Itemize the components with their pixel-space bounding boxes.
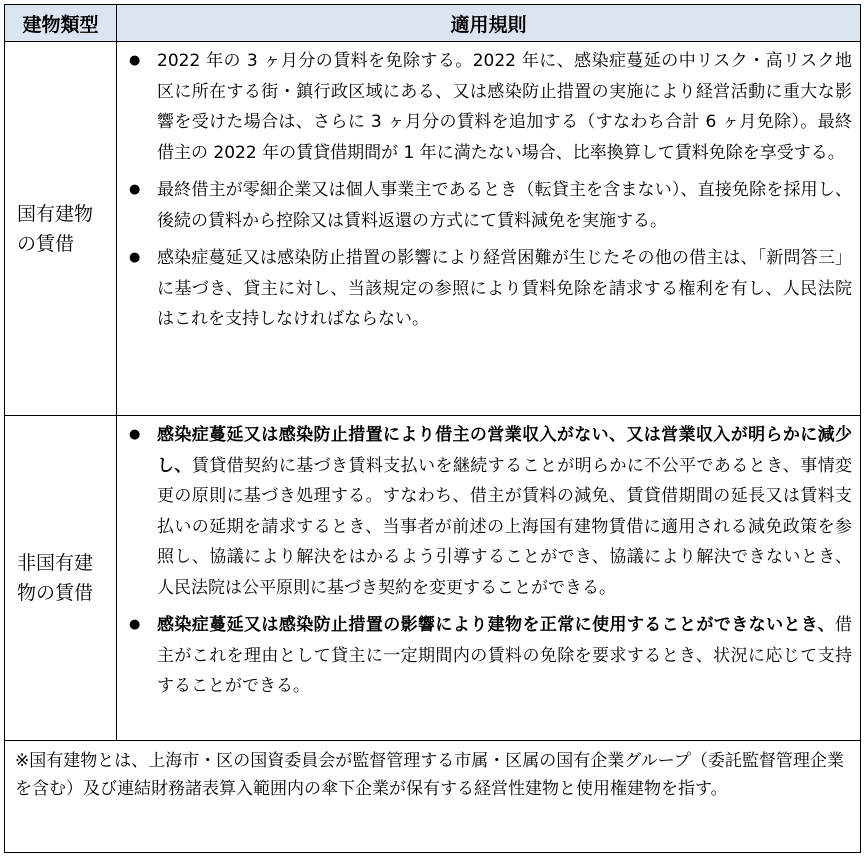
bullet-icon: ● [129,250,141,265]
rule-item [123,46,852,168]
rule-text: 賃貸借契約に基づき賃料支払いを継続することが明らかに不公平であるとき、事情変更の原則に基づき処理する。すなわち、借主が賃料の減免、賃貸借期間の延長又は賃料支払いの延期を請求するとき、当事者が前述の上海国有建物賃借に適用される減免政策を参照し、協議により解決をはかるよう引導することができ、協議により解決できないとき、人民法院は公平原則に基づき契約を変更することができる。 [157,455,852,598]
rule-text: 感染症蔓延又は感染防止措置の影響により経営困難が生じたその他の借主は、「新問答三」に基づき、貸主に対し、当該規定の参照により賃料免除を請求する権利を有し、人民法院はこれを支持しなければならない。 [157,248,852,329]
rule-item [123,420,852,603]
bullet-icon: ● [129,617,141,632]
rule-bold-text: 感染症蔓延又は感染防止措置により借主の営業収入がない、又は営業収入が明らかに減少し、 [157,425,852,476]
bullet-icon: ● [129,182,141,197]
rule-item [123,243,852,335]
building-type-state-owned: 国有建物の賃借 [5,42,117,416]
rule-item [123,175,852,236]
header-applicable-rules: 適用規則 [117,5,861,42]
table-header-row [5,5,861,42]
rule-text: 借主がこれを理由として貸主に一定期間内の賃料の免除を要求するとき、状況に応じて支持することができる。 [157,615,852,696]
table-note-row [5,741,861,853]
table-row-non-state-owned [5,416,861,741]
bullet-icon: ● [129,53,141,68]
rule-text: 2022 年の 3 ヶ月分の賃料を免除する。2022 年に、感染症蔓延の中リスク・高リスク地区に所在する街・鎮行政区域にある、又は感染防止措置の実施により経営活動に重大な影響を受けた場合は、さらに 3 ヶ月分の賃料を追加する（すなわち合計 6 ヶ月免除）。最終借主の 2022 年の賃貸借期間が 1 年に満たない場合、比率換算して賃料免除を享受する。 [157,51,852,163]
rules-list [123,46,852,335]
footnote: ※国有建物とは、上海市・区の国資委員会が監督管理する市属・区属の国有企業グループ（委託監督管理企業を含む）及び連結財務諸表算入範囲内の傘下企業が保有する経営性建物と使用権建物を指す。 [5,741,861,853]
building-type-non-state-owned: 非国有建物の賃借 [5,416,117,741]
table-row-state-owned [5,42,861,416]
rules-non-state-owned [117,416,861,741]
rules-list [123,420,852,702]
rules-table [4,4,861,853]
header-building-type: 建物類型 [5,5,117,42]
rule-bold-text: 感染症蔓延又は感染防止措置の影響により建物を正常に使用することができないとき、 [157,615,835,635]
rule-text: 最終借主が零細企業又は個人事業主であるとき（転貸主を含まない）、直接免除を採用し、後続の賃料から控除又は賃料返還の方式にて賃料減免を実施する。 [157,180,852,231]
bullet-icon: ● [129,427,141,442]
rules-state-owned [117,42,861,416]
rule-item [123,610,852,702]
